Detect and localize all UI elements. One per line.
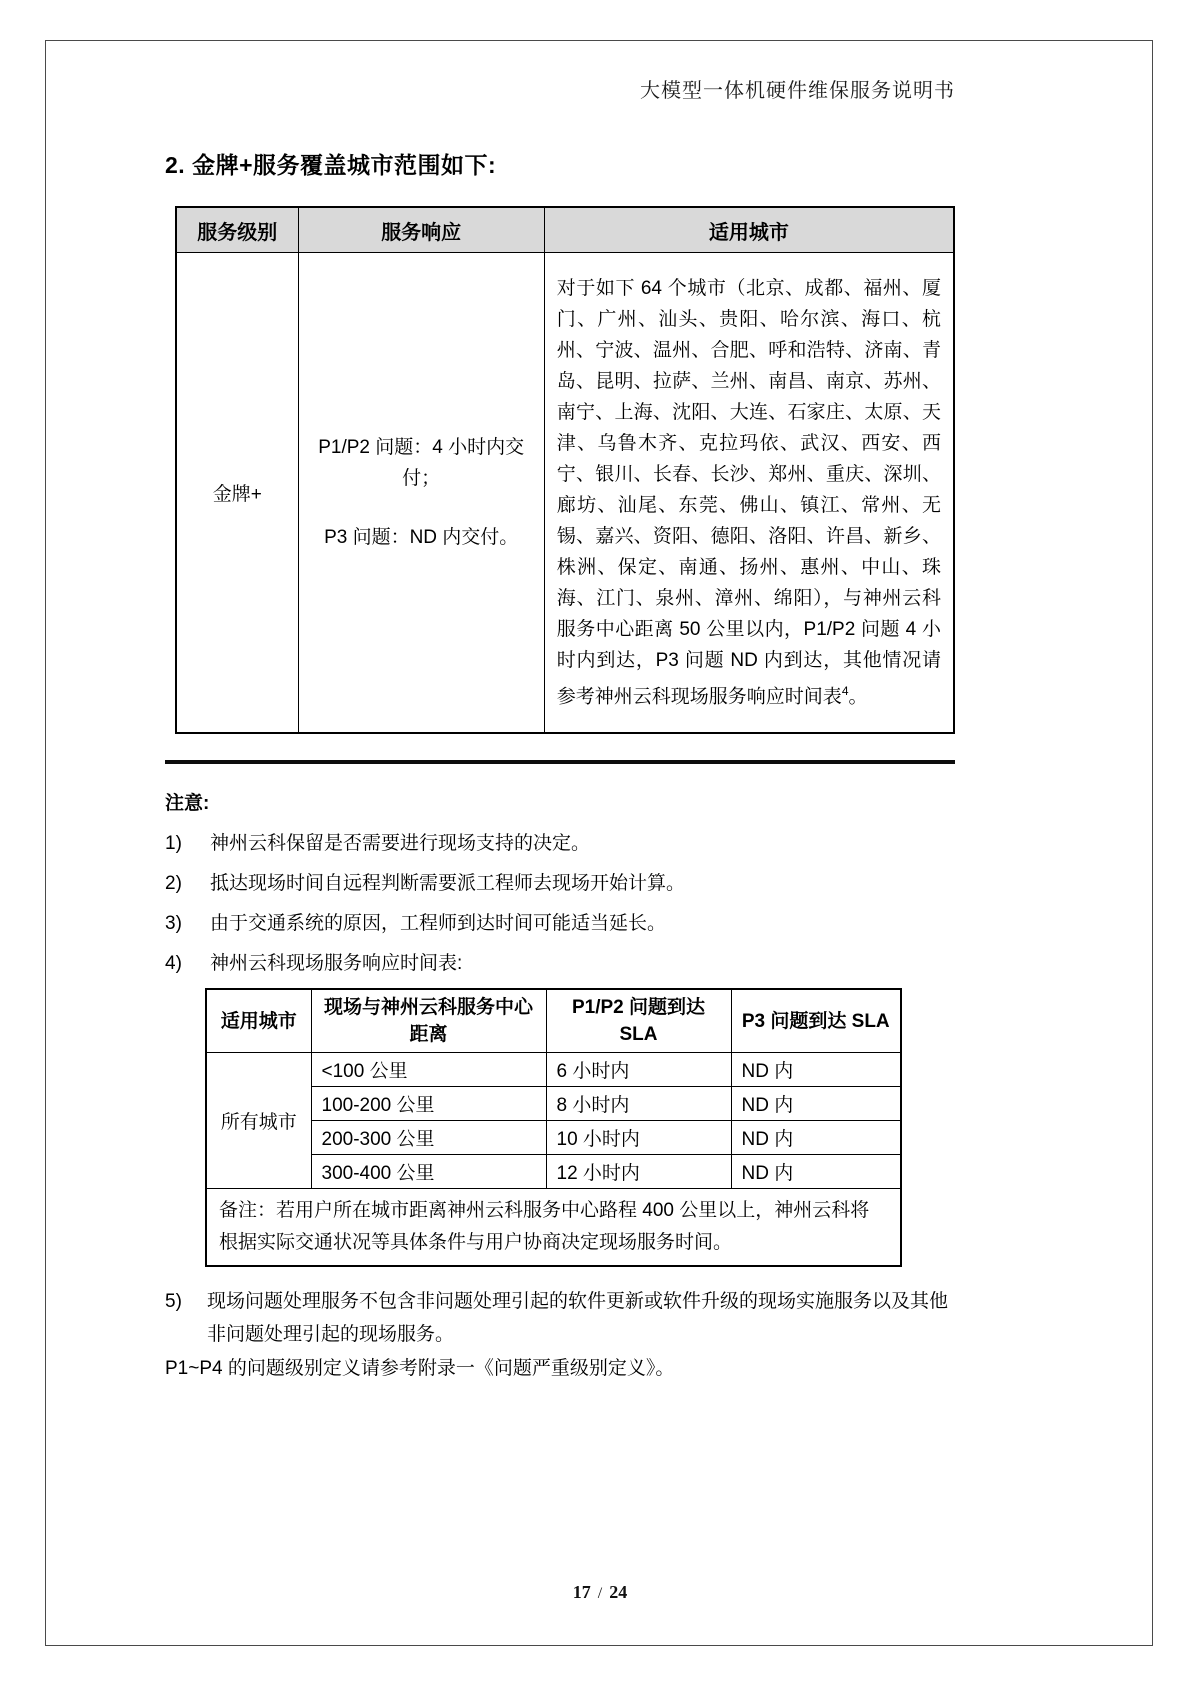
note-item-4: [165, 952, 955, 975]
p3-sla-cell: ND 内: [731, 1155, 901, 1189]
document-header-title: 大模型一体机硬件维保服务说明书: [640, 80, 955, 102]
note-item-text: 由于交通系统的原因，工程师到达时间可能适当延长。: [210, 913, 667, 935]
response-p3-line: P3 问题：ND 内交付。: [324, 527, 519, 549]
service-response-cell: [298, 253, 544, 734]
distance-cell: <100 公里: [311, 1053, 546, 1087]
page-number-current: 17: [572, 1582, 591, 1602]
page-number-total: 24: [609, 1582, 628, 1602]
applicable-cities-cell: [544, 253, 954, 734]
table-header-row: [206, 989, 901, 1053]
note-item-number: 5): [165, 1291, 182, 1313]
note-item-text: 现场问题处理服务不包含非问题处理引起的软件更新或软件升级的现场实施服务以及其他非问题处理引起的现场服务。: [207, 1291, 949, 1346]
p1p2-sla-cell: 8 小时内: [546, 1087, 731, 1121]
table-row: [206, 1121, 901, 1155]
column-header-applicable-cities: 适用城市: [544, 207, 954, 253]
onsite-response-time-table: [205, 988, 902, 1267]
p1p2-sla-cell: 12 小时内: [546, 1155, 731, 1189]
gold-plus-coverage-table: [175, 206, 955, 734]
page-content: [165, 74, 955, 1385]
table-row: [206, 1155, 901, 1189]
column-header-p3-sla: P3 问题到达 SLA: [731, 989, 901, 1053]
remark-cell: 备注：若用户所在城市距离神州云科服务中心路程 400 公里以上，神州云科将根据实际交通状况等具体条件与用户协商决定现场服务时间。: [206, 1189, 901, 1267]
note-item-number: 2): [165, 873, 182, 895]
cities-paragraph: 对于如下 64 个城市（北京、成都、福州、厦门、广州、汕头、贵阳、哈尔滨、海口、杭州、宁波、温州、合肥、呼和浩特、济南、青岛、昆明、拉萨、兰州、南昌、南京、苏州、南宁、上海、沈阳、大连、石家庄、太原、天津、乌鲁木齐、克拉玛依、武汉、西安、西宁、银川、长春、长沙、郑州、重庆、深圳、廊坊、汕尾、东莞、佛山、镇江、常州、无锡、嘉兴、资阳、德阳、洛阳、许昌、新乡、株洲、保定、南通、扬州、惠州、中山、珠海、江门、泉州、漳州、绵阳），与神州云科服务中心距离 50 公里以内，P1/P2 问题 4 小时内到达，P3 问题 ND 内到达，其他情况请参考神州云科现场服务响应时间表: [556, 278, 941, 708]
note-item-number: 1): [165, 833, 182, 855]
distance-cell: 300-400 公里: [311, 1155, 546, 1189]
city-scope-cell: 所有城市: [206, 1053, 311, 1189]
cities-paragraph-period: 。: [848, 686, 868, 708]
column-header-p1p2-sla: P1/P2 问题到达 SLA: [546, 989, 731, 1053]
p1p2-sla-cell: 10 小时内: [546, 1121, 731, 1155]
section-title: 2. 金牌+服务覆盖城市范围如下:: [165, 152, 497, 178]
note-item-text: 抵达现场时间自远程判断需要派工程师去现场开始计算。: [210, 873, 686, 895]
p3-sla-cell: ND 内: [731, 1121, 901, 1155]
note-item-text: 神州云科现场服务响应时间表:: [210, 953, 463, 975]
table-remark-row: [206, 1189, 901, 1267]
note-item-2: [165, 872, 955, 895]
note-item-number: 4): [165, 953, 182, 975]
notes-label: 注意:: [165, 793, 210, 815]
p1p2-sla-cell: 6 小时内: [546, 1053, 731, 1087]
note-item-1: [165, 832, 955, 855]
p3-sla-cell: ND 内: [731, 1087, 901, 1121]
distance-cell: 100-200 公里: [311, 1087, 546, 1121]
service-level-cell: 金牌+: [176, 253, 298, 734]
note-item-3: [165, 912, 955, 935]
distance-cell: 200-300 公里: [311, 1121, 546, 1155]
page-number-separator: /: [597, 1585, 603, 1602]
column-header-service-response: 服务响应: [298, 207, 544, 253]
section-divider-rule: [165, 760, 955, 764]
response-p1p2-line: P1/P2 问题：4 小时内交付；: [318, 437, 525, 490]
page-number: [0, 1582, 1200, 1603]
footnote-reference: 4: [841, 684, 849, 698]
note-item-number: 3): [165, 913, 182, 935]
note-item-text: 神州云科保留是否需要进行现场支持的决定。: [210, 833, 591, 855]
column-header-service-level: 服务级别: [176, 207, 298, 253]
p3-sla-cell: ND 内: [731, 1053, 901, 1087]
column-header-applicable-cities: 适用城市: [206, 989, 311, 1053]
service-response-text: [300, 432, 543, 553]
table-row: [206, 1053, 901, 1087]
table-header-row: [176, 207, 954, 253]
table-row: [176, 253, 954, 734]
severity-definition-reference-line: P1~P4 的问题级别定义请参考附录一《问题严重级别定义》。: [165, 1358, 675, 1380]
table-row: [206, 1087, 901, 1121]
column-header-distance: 现场与神州云科服务中心距离: [311, 989, 546, 1053]
note-item-5: [165, 1285, 955, 1351]
